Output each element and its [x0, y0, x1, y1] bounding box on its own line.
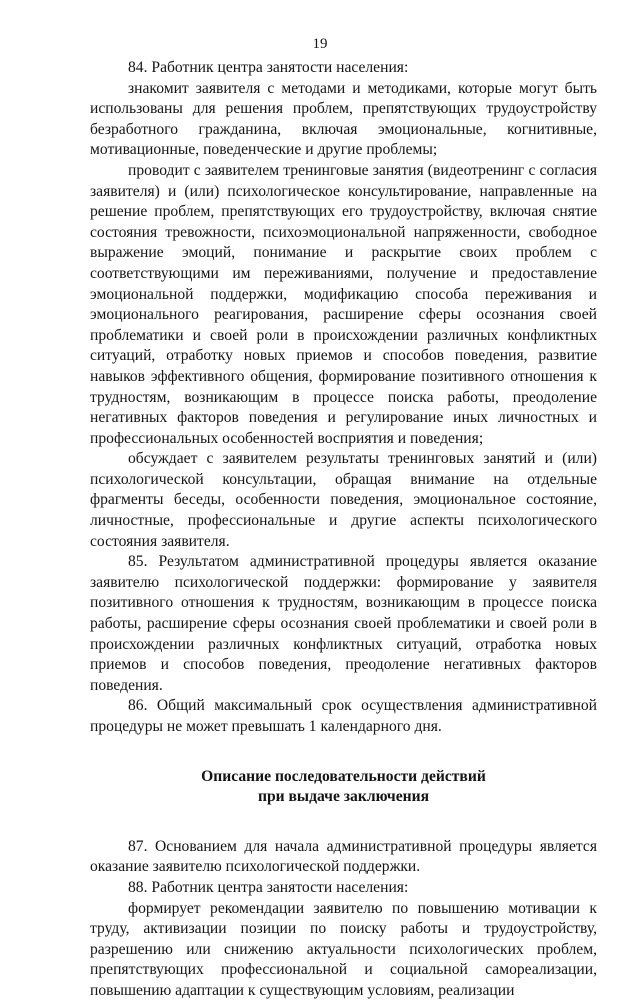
- page-number: 19: [312, 36, 328, 52]
- paragraph-84-intro: 84. Работник центра занятости населения:: [128, 59, 409, 76]
- paragraph-87: 87. Основанием для начала административной процедуры является оказание заявителю психологической поддержки.: [90, 837, 597, 876]
- paragraph-84-discussion: обсуждает с заявителем результаты тренинговых занятий и (или) психологической консультации, обращая внимание на отдельные фрагменты беседы, особенности поведения, эмоциональное состояние, личностные, профессиональные и другие аспекты психологического состояния заявителя.: [90, 450, 597, 550]
- paragraph-84-training: проводит с заявителем тренинговые занятия (видеотренинг с согласия заявителя) и (или) психологическое консультирование, направленные на решение проблем, препятствующих его трудоустройству, включая снятие состояния тревожности, психоэмоциональной напряженности, свободное выражение эмоций, понимание и раскрытие своих проблем с соответствующими им переживаниями, получение и предоставление эмоциональной поддержки, модификацию способа переживания и эмоционального реагирования, расширение сферы осознания своей проблематики и своей роли в происхождении различных конфликтных ситуаций, отработку новых приемов и способов поведения, развитие навыков эффективного общения, формирование позитивного отношения к трудностям, возникающим в процессе поиска работы, преодоление негативных факторов поведения и регулирование иных личностных и профессиональных особенностей восприятия и поведения;: [90, 161, 597, 447]
- section-heading-line-1: Описание последовательности действий: [201, 767, 486, 785]
- paragraph-88-recommendations: формирует рекомендации заявителю по повышению мотивации к труду, активизации позиции по поиску работы и трудоустройству, разрешению или снижению актуальности психологических проблем, препятствующих профессиональной и социальной самореализации, повышению адаптации к существующим условиям, реализации: [90, 899, 597, 999]
- section-heading-line-2: при выдаче заключения: [257, 788, 430, 806]
- paragraph-84-methods: знакомит заявителя с методами и методиками, которые могут быть использованы для решения проблем, препятствующих трудоустройству безработного гражданина, включая эмоциональные, когнитивные, мотивационные, поведенческие и другие проблемы;: [90, 79, 597, 159]
- section-heading: [90, 767, 597, 808]
- paragraph-85: 85. Результатом административной процедуры является оказание заявителю психологической поддержки: формирование у заявителя позитивного отношения к трудностям, возникающим в процессе поиска работы, расширение сферы осознания своей проблематики и своей роли в происхождении различных конфликтных ситуаций, отработка новых приемов и способов поведения, преодоление негативных факторов поведения.: [90, 553, 597, 694]
- document-body: [90, 58, 597, 1002]
- paragraph-88-intro: 88. Работник центра занятости населения:: [128, 878, 409, 896]
- paragraph-86: 86. Общий максимальный срок осуществления административной процедуры не может превышать 1 календарного дня.: [90, 697, 597, 735]
